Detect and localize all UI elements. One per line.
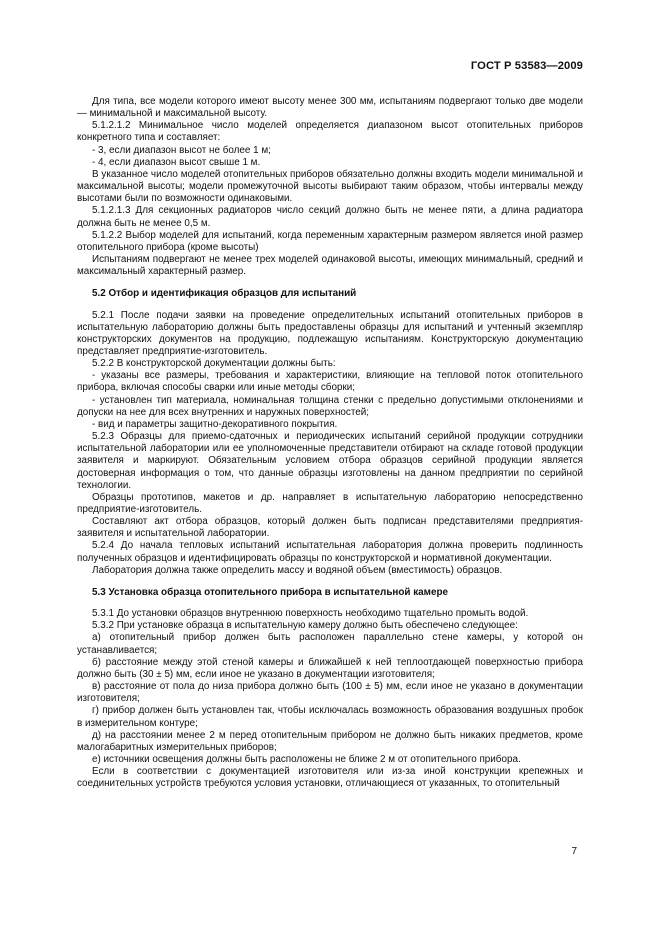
paragraph: В указанное число моделей отопительных приборов обязательно должны входить модели минимальной и максимальной высоты; модели промежуточной высоты выбирают таким образом, чтобы интервалы между высотами были по возможности одинаковыми. bbox=[77, 168, 583, 205]
paragraph: 5.1.2.1.2 Минимальное число моделей определяется диапазоном высот отопительных приборов конкретного типа и составляет: bbox=[77, 120, 583, 144]
paragraph: 5.2.2 В конструкторской документации должны быть: bbox=[92, 358, 336, 370]
paragraph: - 3, если диапазон высот не более 1 м; bbox=[92, 144, 271, 156]
paragraph: 5.1.2.2 Выбор моделей для испытаний, когда переменным характерным размером является иной размер отопительного прибора (кроме высоты) bbox=[77, 229, 583, 253]
paragraph: Испытаниям подвергают не менее трех моделей одинаковой высоты, имеющих минимальный, средний и максимальный характерный размер. bbox=[77, 254, 583, 278]
page-number: 7 bbox=[571, 846, 577, 857]
paragraph: 5.2.1 После подачи заявки на проведение определительных испытаний отопительных приборов в испытательную лабораторию должны быть предоставлены образцы для испытаний и учтенный экземпляр конструкторских документов на продукцию, подлежащую испытаниям. Конструкторскую документацию представляет предприятие-изготовитель. bbox=[77, 309, 583, 357]
paragraph: Лаборатория должна также определить массу и водяной объем (вместимость) образцов. bbox=[92, 564, 503, 576]
paragraph: 5.2.3 Образцы для приемо-сдаточных и периодических испытаний серийной продукции сотрудники испытательной лаборатории или ее уполномоченные представители отбирают на складе готовой продукции заявителя и маркируют. Обязательным условием отбора образцов серийной продукции является достоверная информация о том, что данные образцы изготовлены на данном предприятии по серийной технологии. bbox=[77, 431, 583, 491]
section-heading: 5.2 Отбор и идентификация образцов для испытаний bbox=[92, 288, 357, 300]
paragraph: д) на расстоянии менее 2 м перед отопительным прибором не должно быть никаких предметов, кроме малогабаритных измерительных приборов; bbox=[77, 729, 583, 753]
paragraph: в) расстояние от пола до низа прибора должно быть (100 ± 5) мм, если иное не указано в документации изготовителя; bbox=[77, 681, 583, 705]
paragraph: Составляют акт отбора образцов, который должен быть подписан представителями предприятия-заявителя и испытательной лаборатории. bbox=[77, 516, 583, 540]
paragraph: - вид и параметры защитно-декоративного покрытия. bbox=[92, 418, 338, 430]
paragraph: 5.3.1 До установки образцов внутреннюю поверхность необходимо тщательно промыть водой. bbox=[92, 608, 529, 620]
paragraph: 5.1.2.1.3 Для секционных радиаторов число секций должно быть не менее пяти, а длина радиатора должна быть не менее 0,5 м. bbox=[77, 205, 583, 229]
paragraph: е) источники освещения должны быть расположены не ближе 2 м от отопительного прибора. bbox=[92, 753, 521, 765]
paragraph: 5.2.4 До начала тепловых испытаний испытательная лаборатория должна проверить подлинность полученных образцов и идентифицировать образцы по конструкторской и нормативной документации. bbox=[77, 540, 583, 564]
paragraph: 5.3.2 При установке образца в испытательную камеру должно быть обеспечено следующее: bbox=[92, 620, 518, 632]
paragraph: а) отопительный прибор должен быть расположен параллельно стене камеры, у которой он устанавливается; bbox=[77, 632, 583, 656]
paragraph: - указаны все размеры, требования и характеристики, влияющие на тепловой поток отопительного прибора, включая способы сварки или иные методы сборки; bbox=[77, 370, 583, 394]
paragraph: б) расстояние между этой стеной камеры и ближайшей к ней теплоотдающей поверхностью прибора должно быть (30 ± 5) мм, если иное не указано в документации изготовителя; bbox=[77, 656, 583, 680]
document-body bbox=[77, 96, 583, 790]
paragraph: Если в соответствии с документацией изготовителя или из-за иной конструкции крепежных и соединительных устройств требуются условия установки, отличающиеся от указанных, то отопительный bbox=[77, 766, 583, 790]
paragraph: - установлен тип материала, номинальная толщина стенки с предельно допустимыми отклонениями и допуски на нее для всех внутренних и наружных поверхностей; bbox=[77, 394, 583, 418]
document-header: ГОСТ Р 53583—2009 bbox=[470, 60, 583, 72]
section-heading: 5.3 Установка образца отопительного прибора в испытательной камере bbox=[92, 586, 448, 598]
paragraph: - 4, если диапазон высот свыше 1 м. bbox=[92, 156, 261, 168]
paragraph: Образцы прототипов, макетов и др. направляет в испытательную лабораторию непосредственно предприятие-изготовитель. bbox=[77, 491, 583, 515]
paragraph: г) прибор должен быть установлен так, чтобы исключалась возможность образования воздушных пробок в измерительном контуре; bbox=[77, 705, 583, 729]
paragraph: Для типа, все модели которого имеют высоту менее 300 мм, испытаниям подвергают только две модели — минимальной и максимальной высоту. bbox=[77, 96, 583, 120]
